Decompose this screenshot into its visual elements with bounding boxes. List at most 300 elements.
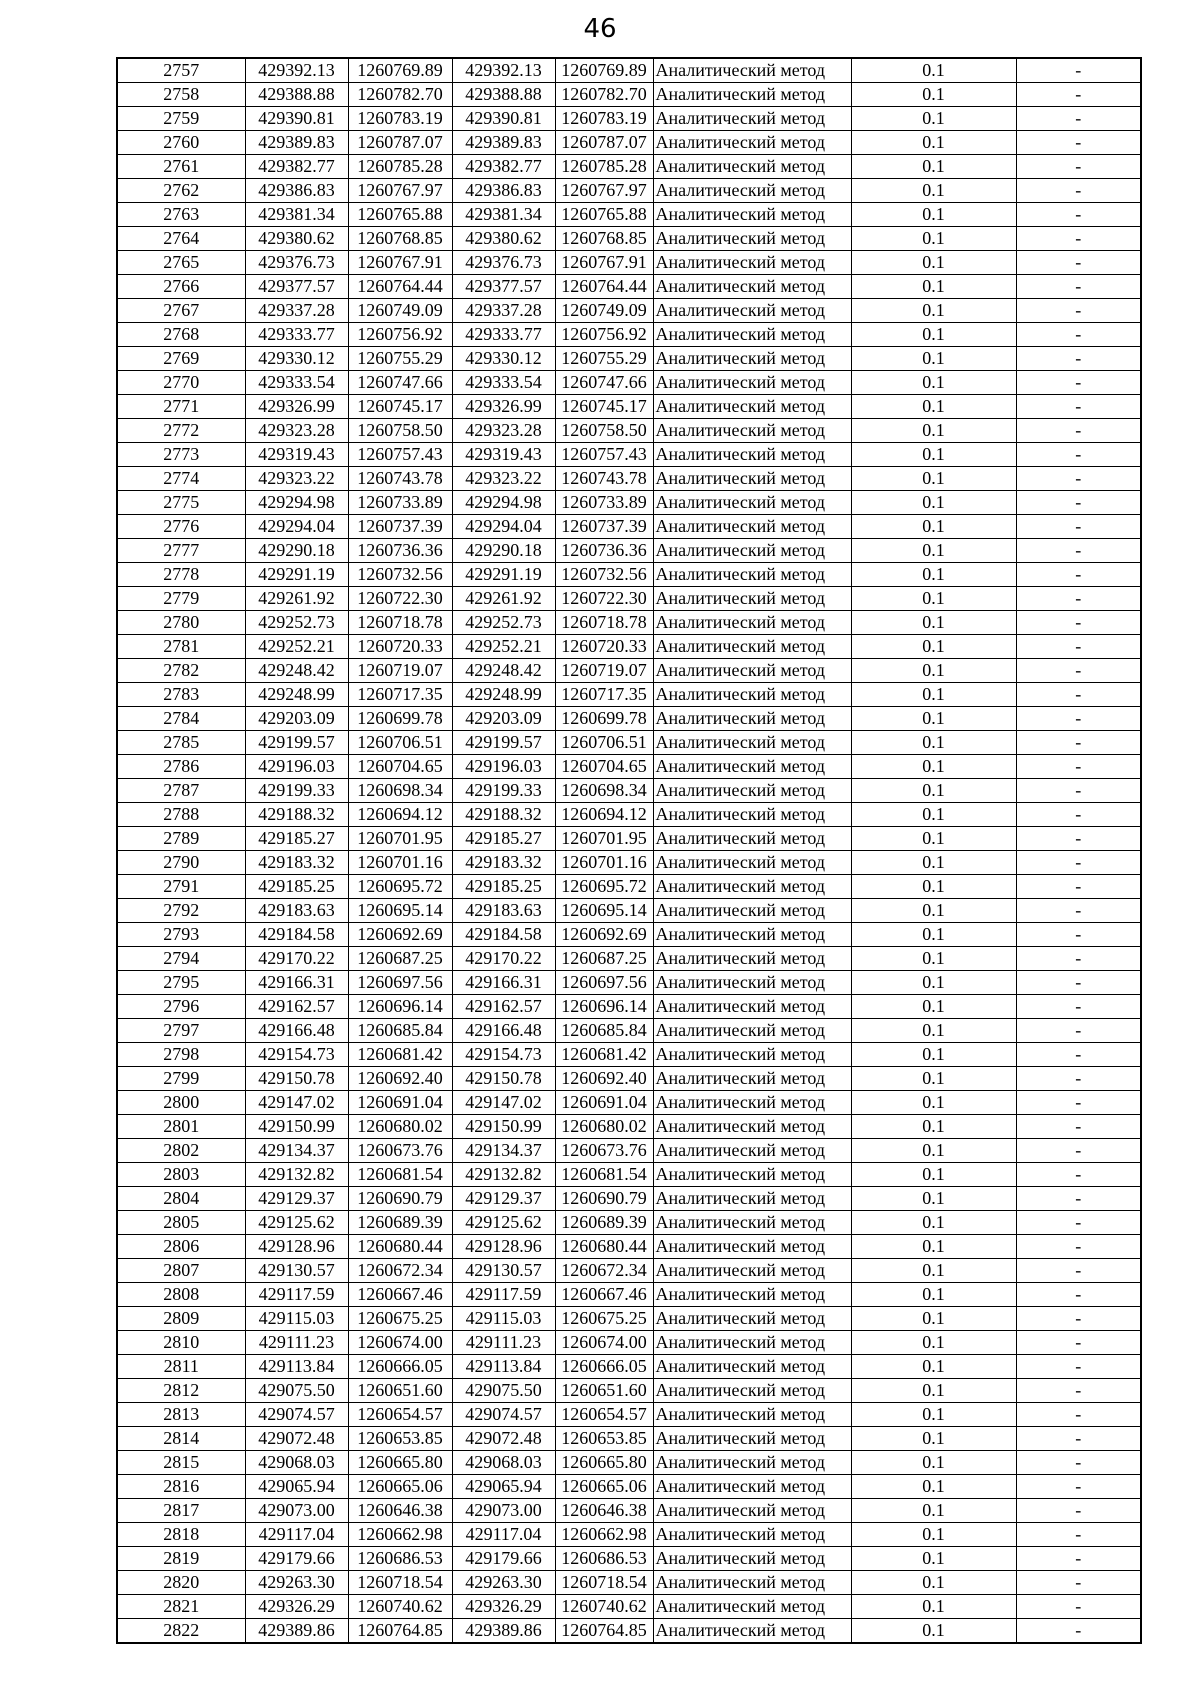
y-new-cell: 1260685.84 — [555, 1019, 653, 1043]
table-row — [117, 203, 1141, 227]
description-cell: - — [1016, 443, 1141, 467]
point-number-cell: 2763 — [117, 203, 245, 227]
method-cell: Аналитический метод — [653, 323, 851, 347]
y-old-cell: 1260704.65 — [348, 755, 452, 779]
y-old-cell: 1260749.09 — [348, 299, 452, 323]
description-cell: - — [1016, 1403, 1141, 1427]
method-cell: Аналитический метод — [653, 923, 851, 947]
accuracy-cell: 0.1 — [851, 611, 1016, 635]
method-cell: Аналитический метод — [653, 611, 851, 635]
x-new-cell: 429252.73 — [452, 611, 555, 635]
description-cell: - — [1016, 107, 1141, 131]
y-old-cell: 1260651.60 — [348, 1379, 452, 1403]
method-cell: Аналитический метод — [653, 83, 851, 107]
y-old-cell: 1260737.39 — [348, 515, 452, 539]
y-new-cell: 1260665.06 — [555, 1475, 653, 1499]
y-new-cell: 1260662.98 — [555, 1523, 653, 1547]
table-row — [117, 995, 1141, 1019]
table-row — [117, 947, 1141, 971]
point-number-cell: 2759 — [117, 107, 245, 131]
y-new-cell: 1260755.29 — [555, 347, 653, 371]
x-new-cell: 429330.12 — [452, 347, 555, 371]
x-new-cell: 429147.02 — [452, 1091, 555, 1115]
point-number-cell: 2813 — [117, 1403, 245, 1427]
x-new-cell: 429166.31 — [452, 971, 555, 995]
accuracy-cell: 0.1 — [851, 755, 1016, 779]
accuracy-cell: 0.1 — [851, 995, 1016, 1019]
table-row — [117, 587, 1141, 611]
x-old-cell: 429117.59 — [245, 1283, 348, 1307]
y-new-cell: 1260769.89 — [555, 58, 653, 83]
description-cell: - — [1016, 1211, 1141, 1235]
accuracy-cell: 0.1 — [851, 827, 1016, 851]
y-new-cell: 1260701.95 — [555, 827, 653, 851]
method-cell: Аналитический метод — [653, 1115, 851, 1139]
description-cell: - — [1016, 971, 1141, 995]
description-cell: - — [1016, 1043, 1141, 1067]
x-new-cell: 429073.00 — [452, 1499, 555, 1523]
table-row — [117, 1571, 1141, 1595]
point-number-cell: 2812 — [117, 1379, 245, 1403]
x-old-cell: 429134.37 — [245, 1139, 348, 1163]
x-old-cell: 429188.32 — [245, 803, 348, 827]
accuracy-cell: 0.1 — [851, 323, 1016, 347]
description-cell: - — [1016, 83, 1141, 107]
x-new-cell: 429333.77 — [452, 323, 555, 347]
y-old-cell: 1260680.02 — [348, 1115, 452, 1139]
point-number-cell: 2817 — [117, 1499, 245, 1523]
description-cell: - — [1016, 659, 1141, 683]
table-row — [117, 1331, 1141, 1355]
description-cell: - — [1016, 707, 1141, 731]
point-number-cell: 2818 — [117, 1523, 245, 1547]
point-number-cell: 2764 — [117, 227, 245, 251]
point-number-cell: 2790 — [117, 851, 245, 875]
point-number-cell: 2789 — [117, 827, 245, 851]
y-new-cell: 1260665.80 — [555, 1451, 653, 1475]
table-row — [117, 1379, 1141, 1403]
point-number-cell: 2768 — [117, 323, 245, 347]
accuracy-cell: 0.1 — [851, 539, 1016, 563]
method-cell: Аналитический метод — [653, 395, 851, 419]
y-new-cell: 1260706.51 — [555, 731, 653, 755]
table-row — [117, 1019, 1141, 1043]
y-old-cell: 1260718.54 — [348, 1571, 452, 1595]
accuracy-cell: 0.1 — [851, 1115, 1016, 1139]
x-old-cell: 429074.57 — [245, 1403, 348, 1427]
x-old-cell: 429073.00 — [245, 1499, 348, 1523]
description-cell: - — [1016, 611, 1141, 635]
x-new-cell: 429377.57 — [452, 275, 555, 299]
method-cell: Аналитический метод — [653, 467, 851, 491]
method-cell: Аналитический метод — [653, 1331, 851, 1355]
description-cell: - — [1016, 1187, 1141, 1211]
method-cell: Аналитический метод — [653, 251, 851, 275]
x-new-cell: 429326.29 — [452, 1595, 555, 1619]
y-old-cell: 1260689.39 — [348, 1211, 452, 1235]
x-old-cell: 429333.54 — [245, 371, 348, 395]
x-old-cell: 429333.77 — [245, 323, 348, 347]
x-old-cell: 429290.18 — [245, 539, 348, 563]
description-cell: - — [1016, 515, 1141, 539]
y-old-cell: 1260653.85 — [348, 1427, 452, 1451]
table-row — [117, 1163, 1141, 1187]
x-old-cell: 429323.22 — [245, 467, 348, 491]
y-old-cell: 1260662.98 — [348, 1523, 452, 1547]
x-old-cell: 429294.98 — [245, 491, 348, 515]
y-old-cell: 1260692.69 — [348, 923, 452, 947]
y-old-cell: 1260747.66 — [348, 371, 452, 395]
method-cell: Аналитический метод — [653, 1283, 851, 1307]
x-new-cell: 429065.94 — [452, 1475, 555, 1499]
x-old-cell: 429390.81 — [245, 107, 348, 131]
table-row — [117, 875, 1141, 899]
method-cell: Аналитический метод — [653, 443, 851, 467]
description-cell: - — [1016, 1283, 1141, 1307]
description-cell: - — [1016, 851, 1141, 875]
accuracy-cell: 0.1 — [851, 899, 1016, 923]
method-cell: Аналитический метод — [653, 1211, 851, 1235]
y-new-cell: 1260687.25 — [555, 947, 653, 971]
x-old-cell: 429326.29 — [245, 1595, 348, 1619]
x-new-cell: 429074.57 — [452, 1403, 555, 1427]
method-cell: Аналитический метод — [653, 1187, 851, 1211]
y-old-cell: 1260680.44 — [348, 1235, 452, 1259]
x-new-cell: 429117.59 — [452, 1283, 555, 1307]
accuracy-cell: 0.1 — [851, 1259, 1016, 1283]
method-cell: Аналитический метод — [653, 1595, 851, 1619]
table-row — [117, 1187, 1141, 1211]
accuracy-cell: 0.1 — [851, 107, 1016, 131]
point-number-cell: 2808 — [117, 1283, 245, 1307]
x-new-cell: 429185.25 — [452, 875, 555, 899]
y-new-cell: 1260732.56 — [555, 563, 653, 587]
table-row — [117, 1499, 1141, 1523]
table-row — [117, 899, 1141, 923]
accuracy-cell: 0.1 — [851, 1427, 1016, 1451]
accuracy-cell: 0.1 — [851, 227, 1016, 251]
table-row — [117, 1403, 1141, 1427]
accuracy-cell: 0.1 — [851, 1523, 1016, 1547]
accuracy-cell: 0.1 — [851, 803, 1016, 827]
y-old-cell: 1260701.95 — [348, 827, 452, 851]
method-cell: Аналитический метод — [653, 1019, 851, 1043]
y-new-cell: 1260765.88 — [555, 203, 653, 227]
method-cell: Аналитический метод — [653, 563, 851, 587]
method-cell: Аналитический метод — [653, 1235, 851, 1259]
description-cell: - — [1016, 923, 1141, 947]
y-new-cell: 1260719.07 — [555, 659, 653, 683]
x-old-cell: 429392.13 — [245, 58, 348, 83]
accuracy-cell: 0.1 — [851, 947, 1016, 971]
accuracy-cell: 0.1 — [851, 1331, 1016, 1355]
x-new-cell: 429323.22 — [452, 467, 555, 491]
x-old-cell: 429132.82 — [245, 1163, 348, 1187]
y-old-cell: 1260765.88 — [348, 203, 452, 227]
description-cell: - — [1016, 1451, 1141, 1475]
method-cell: Аналитический метод — [653, 203, 851, 227]
x-old-cell: 429179.66 — [245, 1547, 348, 1571]
y-old-cell: 1260691.04 — [348, 1091, 452, 1115]
y-old-cell: 1260743.78 — [348, 467, 452, 491]
y-new-cell: 1260767.97 — [555, 179, 653, 203]
y-new-cell: 1260756.92 — [555, 323, 653, 347]
accuracy-cell: 0.1 — [851, 83, 1016, 107]
point-number-cell: 2757 — [117, 58, 245, 83]
accuracy-cell: 0.1 — [851, 1379, 1016, 1403]
table-row — [117, 347, 1141, 371]
point-number-cell: 2795 — [117, 971, 245, 995]
x-new-cell: 429291.19 — [452, 563, 555, 587]
point-number-cell: 2780 — [117, 611, 245, 635]
x-new-cell: 429113.84 — [452, 1355, 555, 1379]
point-number-cell: 2822 — [117, 1619, 245, 1644]
description-cell: - — [1016, 1571, 1141, 1595]
y-old-cell: 1260718.78 — [348, 611, 452, 635]
x-new-cell: 429382.77 — [452, 155, 555, 179]
method-cell: Аналитический метод — [653, 635, 851, 659]
x-old-cell: 429381.34 — [245, 203, 348, 227]
x-old-cell: 429388.88 — [245, 83, 348, 107]
x-new-cell: 429170.22 — [452, 947, 555, 971]
method-cell: Аналитический метод — [653, 371, 851, 395]
y-new-cell: 1260698.34 — [555, 779, 653, 803]
point-number-cell: 2775 — [117, 491, 245, 515]
x-old-cell: 429147.02 — [245, 1091, 348, 1115]
y-new-cell: 1260764.85 — [555, 1619, 653, 1644]
method-cell: Аналитический метод — [653, 515, 851, 539]
y-new-cell: 1260680.44 — [555, 1235, 653, 1259]
y-old-cell: 1260755.29 — [348, 347, 452, 371]
y-old-cell: 1260667.46 — [348, 1283, 452, 1307]
method-cell: Аналитический метод — [653, 851, 851, 875]
accuracy-cell: 0.1 — [851, 1499, 1016, 1523]
y-old-cell: 1260697.56 — [348, 971, 452, 995]
table-row — [117, 299, 1141, 323]
description-cell: - — [1016, 131, 1141, 155]
point-number-cell: 2794 — [117, 947, 245, 971]
point-number-cell: 2772 — [117, 419, 245, 443]
description-cell: - — [1016, 1139, 1141, 1163]
y-new-cell: 1260689.39 — [555, 1211, 653, 1235]
table-row — [117, 1067, 1141, 1091]
method-cell: Аналитический метод — [653, 1427, 851, 1451]
y-old-cell: 1260758.50 — [348, 419, 452, 443]
point-number-cell: 2786 — [117, 755, 245, 779]
x-old-cell: 429386.83 — [245, 179, 348, 203]
x-old-cell: 429261.92 — [245, 587, 348, 611]
table-row — [117, 779, 1141, 803]
y-old-cell: 1260698.34 — [348, 779, 452, 803]
description-cell: - — [1016, 1331, 1141, 1355]
description-cell: - — [1016, 1355, 1141, 1379]
x-old-cell: 429380.62 — [245, 227, 348, 251]
y-old-cell: 1260665.80 — [348, 1451, 452, 1475]
table-row — [117, 443, 1141, 467]
x-new-cell: 429111.23 — [452, 1331, 555, 1355]
description-cell: - — [1016, 1595, 1141, 1619]
x-new-cell: 429075.50 — [452, 1379, 555, 1403]
y-new-cell: 1260783.19 — [555, 107, 653, 131]
x-old-cell: 429125.62 — [245, 1211, 348, 1235]
x-new-cell: 429326.99 — [452, 395, 555, 419]
x-old-cell: 429377.57 — [245, 275, 348, 299]
table-row — [117, 563, 1141, 587]
method-cell: Аналитический метод — [653, 1139, 851, 1163]
description-cell: - — [1016, 179, 1141, 203]
point-number-cell: 2796 — [117, 995, 245, 1019]
point-number-cell: 2782 — [117, 659, 245, 683]
x-new-cell: 429319.43 — [452, 443, 555, 467]
method-cell: Аналитический метод — [653, 779, 851, 803]
y-new-cell: 1260692.40 — [555, 1067, 653, 1091]
accuracy-cell: 0.1 — [851, 1403, 1016, 1427]
method-cell: Аналитический метод — [653, 1379, 851, 1403]
y-new-cell: 1260673.76 — [555, 1139, 653, 1163]
y-old-cell: 1260767.97 — [348, 179, 452, 203]
point-number-cell: 2810 — [117, 1331, 245, 1355]
y-new-cell: 1260764.44 — [555, 275, 653, 299]
method-cell: Аналитический метод — [653, 827, 851, 851]
y-new-cell: 1260743.78 — [555, 467, 653, 491]
y-old-cell: 1260767.91 — [348, 251, 452, 275]
method-cell: Аналитический метод — [653, 539, 851, 563]
x-new-cell: 429388.88 — [452, 83, 555, 107]
accuracy-cell: 0.1 — [851, 1475, 1016, 1499]
description-cell: - — [1016, 1523, 1141, 1547]
y-old-cell: 1260687.25 — [348, 947, 452, 971]
y-new-cell: 1260737.39 — [555, 515, 653, 539]
x-new-cell: 429154.73 — [452, 1043, 555, 1067]
x-new-cell: 429166.48 — [452, 1019, 555, 1043]
x-old-cell: 429330.12 — [245, 347, 348, 371]
description-cell: - — [1016, 635, 1141, 659]
description-cell: - — [1016, 1259, 1141, 1283]
accuracy-cell: 0.1 — [851, 1307, 1016, 1331]
method-cell: Аналитический метод — [653, 1475, 851, 1499]
y-new-cell: 1260722.30 — [555, 587, 653, 611]
table-row — [117, 227, 1141, 251]
y-new-cell: 1260757.43 — [555, 443, 653, 467]
y-old-cell: 1260785.28 — [348, 155, 452, 179]
x-old-cell: 429128.96 — [245, 1235, 348, 1259]
x-old-cell: 429166.48 — [245, 1019, 348, 1043]
table-row — [117, 1475, 1141, 1499]
y-new-cell: 1260653.85 — [555, 1427, 653, 1451]
description-cell: - — [1016, 467, 1141, 491]
x-new-cell: 429134.37 — [452, 1139, 555, 1163]
y-new-cell: 1260694.12 — [555, 803, 653, 827]
y-new-cell: 1260695.14 — [555, 899, 653, 923]
method-cell: Аналитический метод — [653, 587, 851, 611]
x-new-cell: 429068.03 — [452, 1451, 555, 1475]
y-old-cell: 1260666.05 — [348, 1355, 452, 1379]
x-old-cell: 429183.32 — [245, 851, 348, 875]
y-new-cell: 1260666.05 — [555, 1355, 653, 1379]
method-cell: Аналитический метод — [653, 1523, 851, 1547]
accuracy-cell: 0.1 — [851, 155, 1016, 179]
x-new-cell: 429381.34 — [452, 203, 555, 227]
x-old-cell: 429248.42 — [245, 659, 348, 683]
x-new-cell: 429389.86 — [452, 1619, 555, 1644]
accuracy-cell: 0.1 — [851, 779, 1016, 803]
point-number-cell: 2761 — [117, 155, 245, 179]
y-new-cell: 1260718.78 — [555, 611, 653, 635]
y-old-cell: 1260769.89 — [348, 58, 452, 83]
y-new-cell: 1260681.42 — [555, 1043, 653, 1067]
x-old-cell: 429150.99 — [245, 1115, 348, 1139]
point-number-cell: 2788 — [117, 803, 245, 827]
y-old-cell: 1260722.30 — [348, 587, 452, 611]
y-old-cell: 1260681.54 — [348, 1163, 452, 1187]
x-old-cell: 429291.19 — [245, 563, 348, 587]
point-number-cell: 2815 — [117, 1451, 245, 1475]
x-new-cell: 429290.18 — [452, 539, 555, 563]
y-old-cell: 1260675.25 — [348, 1307, 452, 1331]
point-number-cell: 2783 — [117, 683, 245, 707]
y-new-cell: 1260667.46 — [555, 1283, 653, 1307]
x-new-cell: 429183.63 — [452, 899, 555, 923]
x-old-cell: 429319.43 — [245, 443, 348, 467]
method-cell: Аналитический метод — [653, 683, 851, 707]
description-cell: - — [1016, 779, 1141, 803]
description-cell: - — [1016, 227, 1141, 251]
x-old-cell: 429154.73 — [245, 1043, 348, 1067]
description-cell: - — [1016, 1547, 1141, 1571]
point-number-cell: 2773 — [117, 443, 245, 467]
method-cell: Аналитический метод — [653, 995, 851, 1019]
page-number: 46 — [583, 14, 617, 44]
y-new-cell: 1260758.50 — [555, 419, 653, 443]
point-number-cell: 2791 — [117, 875, 245, 899]
x-old-cell: 429185.25 — [245, 875, 348, 899]
x-old-cell: 429065.94 — [245, 1475, 348, 1499]
point-number-cell: 2801 — [117, 1115, 245, 1139]
y-old-cell: 1260745.17 — [348, 395, 452, 419]
point-number-cell: 2809 — [117, 1307, 245, 1331]
y-old-cell: 1260692.40 — [348, 1067, 452, 1091]
description-cell: - — [1016, 1307, 1141, 1331]
table-row — [117, 1427, 1141, 1451]
accuracy-cell: 0.1 — [851, 1187, 1016, 1211]
x-new-cell: 429117.04 — [452, 1523, 555, 1547]
y-new-cell: 1260695.72 — [555, 875, 653, 899]
y-old-cell: 1260646.38 — [348, 1499, 452, 1523]
table-row — [117, 1619, 1141, 1644]
point-number-cell: 2760 — [117, 131, 245, 155]
method-cell: Аналитический метод — [653, 1451, 851, 1475]
x-old-cell: 429072.48 — [245, 1427, 348, 1451]
method-cell: Аналитический метод — [653, 299, 851, 323]
x-old-cell: 429337.28 — [245, 299, 348, 323]
description-cell: - — [1016, 827, 1141, 851]
x-new-cell: 429263.30 — [452, 1571, 555, 1595]
y-old-cell: 1260672.34 — [348, 1259, 452, 1283]
accuracy-cell: 0.1 — [851, 1139, 1016, 1163]
x-new-cell: 429128.96 — [452, 1235, 555, 1259]
y-old-cell: 1260654.57 — [348, 1403, 452, 1427]
x-old-cell: 429170.22 — [245, 947, 348, 971]
accuracy-cell: 0.1 — [851, 467, 1016, 491]
table-row — [117, 635, 1141, 659]
method-cell: Аналитический метод — [653, 899, 851, 923]
accuracy-cell: 0.1 — [851, 1091, 1016, 1115]
table-row — [117, 1235, 1141, 1259]
description-cell: - — [1016, 323, 1141, 347]
x-new-cell: 429150.99 — [452, 1115, 555, 1139]
accuracy-cell: 0.1 — [851, 1067, 1016, 1091]
description-cell: - — [1016, 731, 1141, 755]
